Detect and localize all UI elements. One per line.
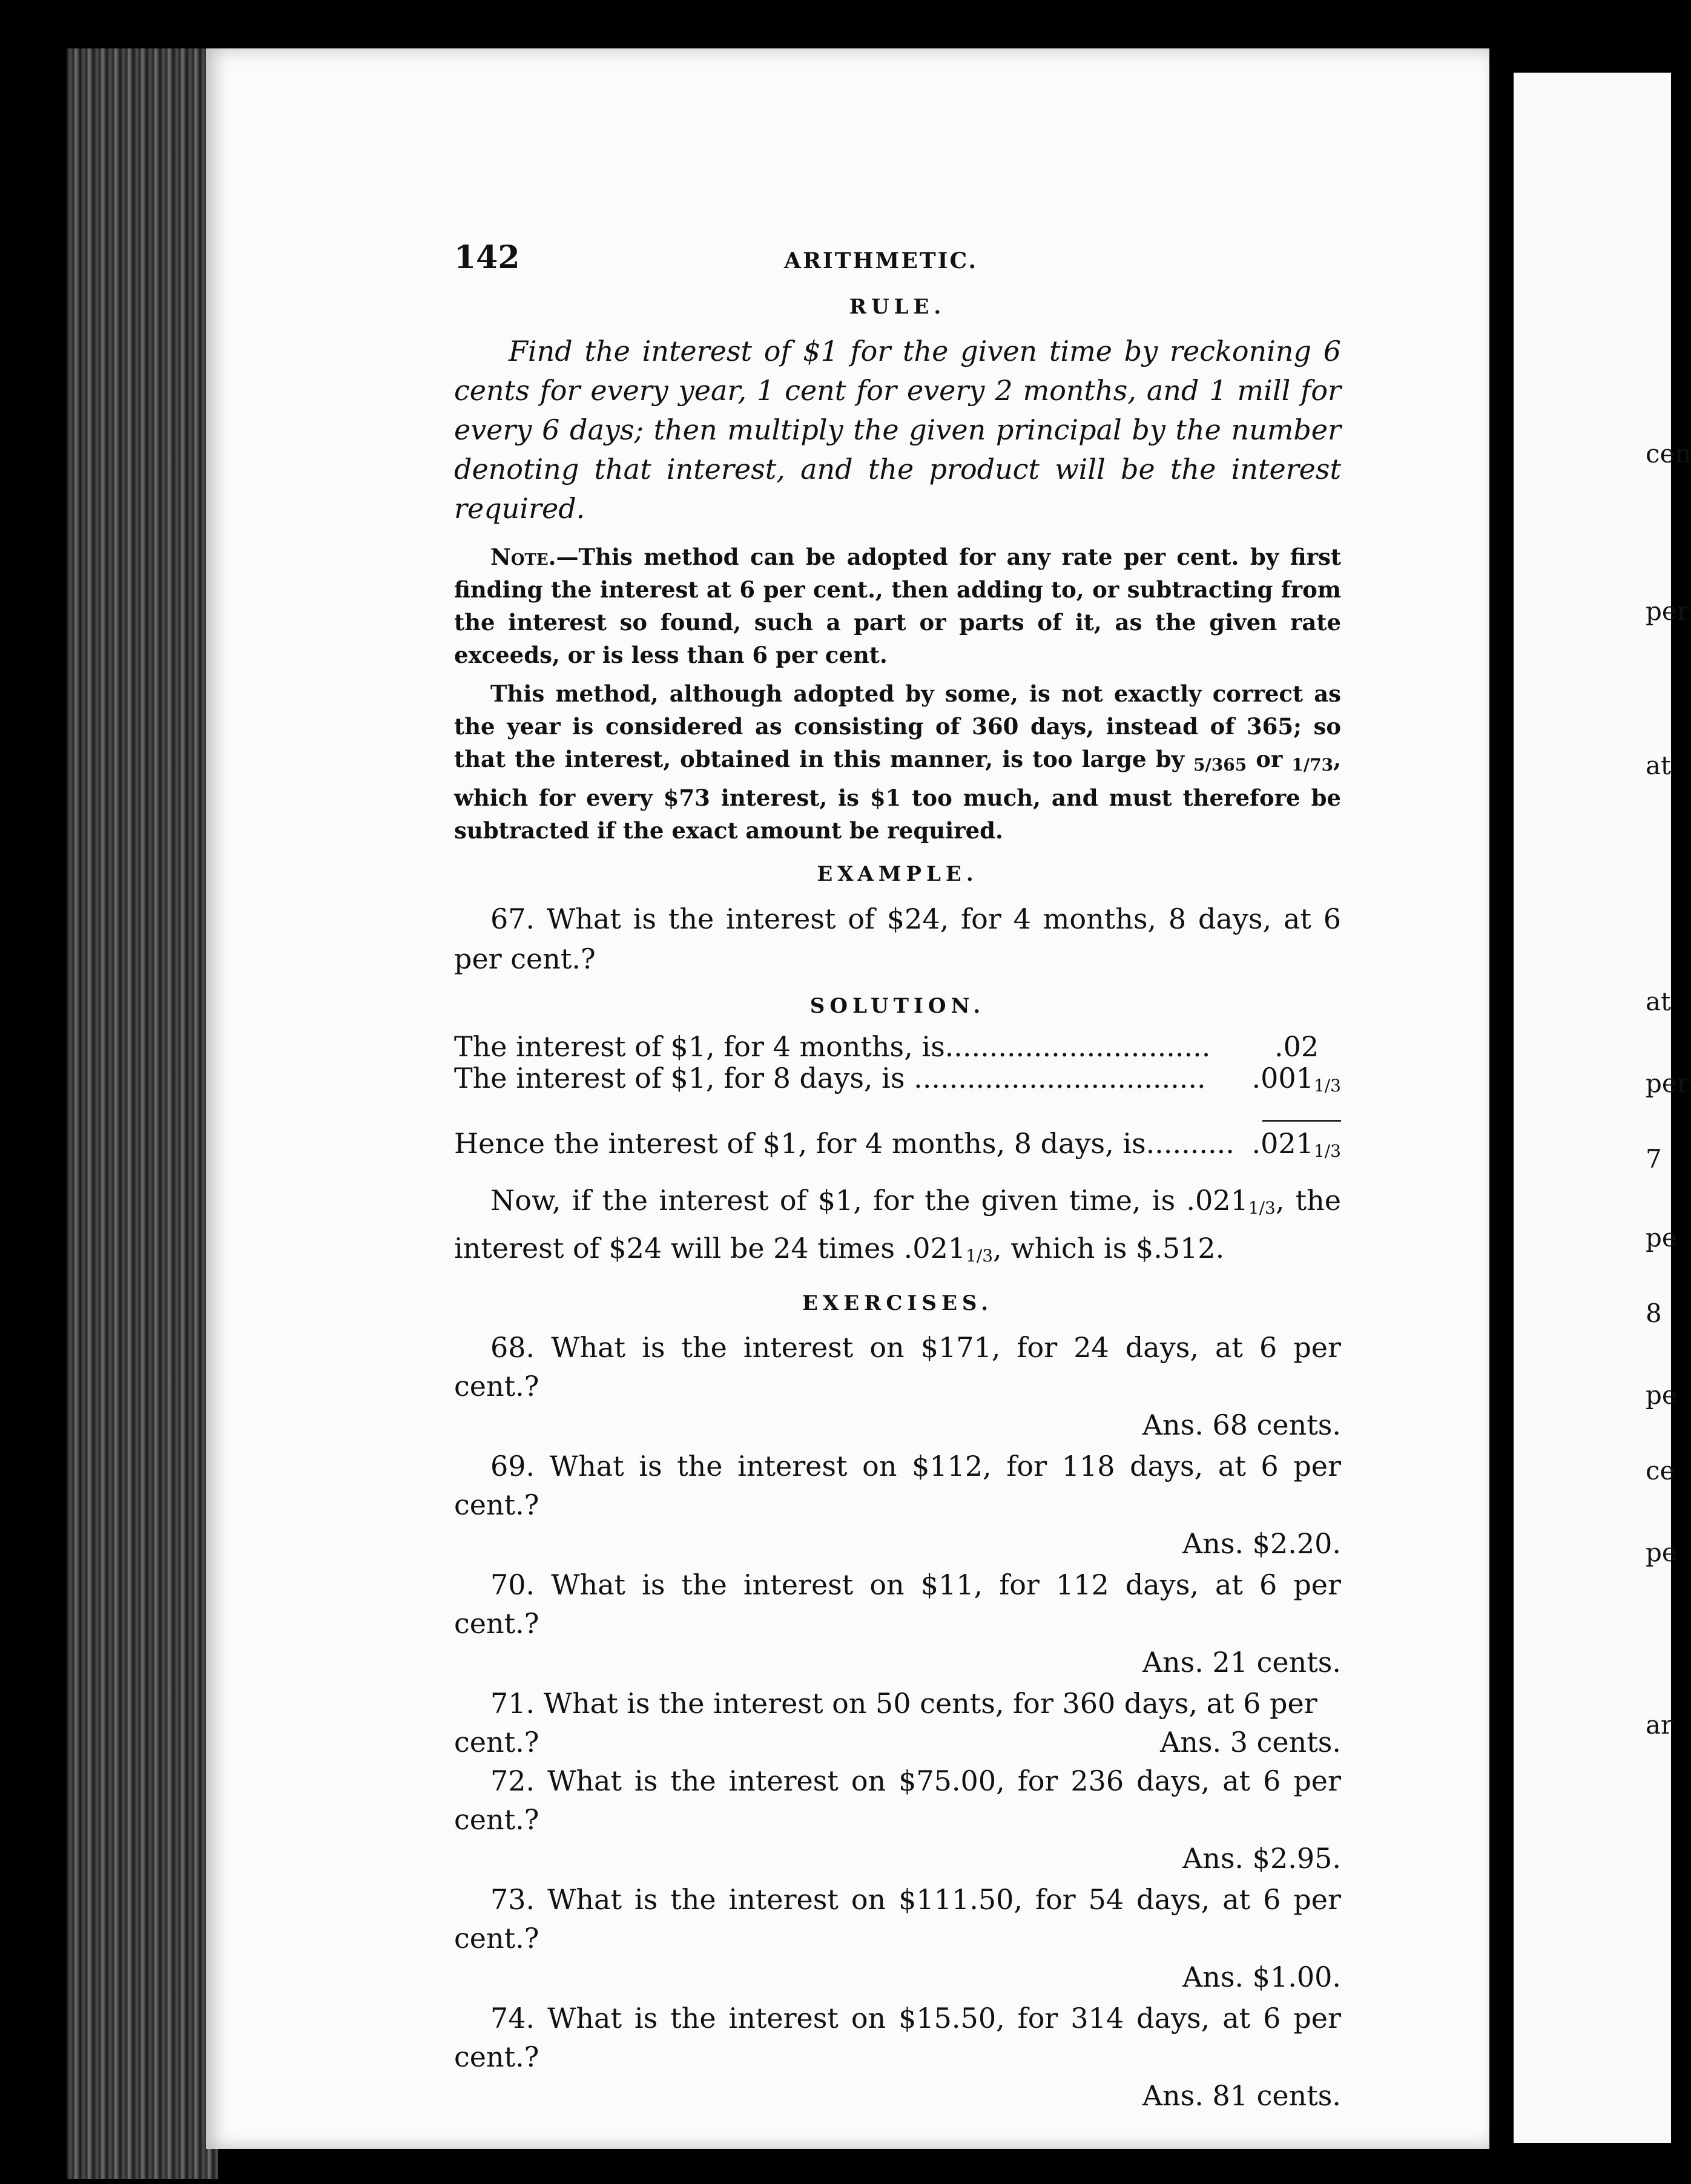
- solution-label: The interest of $1, for 8 days, is .................................: [454, 1062, 1206, 1094]
- exercise-answer: Ans. $2.95.: [1182, 1842, 1341, 1875]
- exercises-heading: EXERCISES.: [802, 1291, 994, 1315]
- sum-rule-divider: [1262, 1120, 1341, 1122]
- facing-fragment: at: [1646, 987, 1671, 1016]
- facing-page: [1514, 73, 1671, 2143]
- fraction: 1/3: [1313, 1076, 1341, 1096]
- solution-value: .02: [1274, 1030, 1319, 1063]
- solution-total: [454, 1128, 1341, 1167]
- facing-fragment: ce: [1646, 1456, 1675, 1485]
- rule-text: Find the interest of $1 for the given time by reckoning 6 cents for every year, 1 cent for every 2 months, and 1 mill for every 6 days; then multiply the given principal by the number denoting that interest, and the product will be the interest required.: [454, 335, 1341, 525]
- facing-fragment: pe: [1646, 1538, 1677, 1567]
- book-spine: [67, 48, 218, 2179]
- facing-fragment: per: [1646, 1068, 1689, 1098]
- fraction: 1/3: [966, 1246, 994, 1266]
- exercise-item: [454, 1880, 1341, 1996]
- exercise-item: [454, 1565, 1341, 1682]
- fraction: 1/3: [1248, 1198, 1276, 1218]
- solution-line: [454, 1031, 1341, 1062]
- page-number: 142: [454, 239, 520, 276]
- note-label: Note.: [490, 544, 556, 570]
- value-number: .021: [1251, 1127, 1314, 1160]
- exercise-question: 71. What is the interest on 50 cents, for 360 days, at 6 per: [490, 1687, 1317, 1720]
- value-number: .001: [1251, 1062, 1314, 1094]
- facing-fragment: cen: [1646, 439, 1691, 469]
- note-text: or: [1247, 746, 1292, 772]
- solution-paragraph: [454, 1180, 1341, 1276]
- facing-fragment: 7: [1646, 1144, 1662, 1174]
- exercise-answer: Ans. $1.00.: [1182, 1961, 1341, 1993]
- solution-label: The interest of $1, for 4 months, is..............................: [454, 1030, 1211, 1063]
- facing-fragment: per: [1646, 596, 1689, 626]
- fraction: 1/73: [1291, 755, 1334, 775]
- note-paragraph-2: [454, 677, 1341, 847]
- facing-fragment: pe: [1646, 1380, 1677, 1410]
- exercise-continuation: [454, 1723, 1341, 1761]
- exercise-question-cont: cent.?: [454, 1726, 539, 1758]
- exercise-question: 70. What is the interest on $11, for 112 days, at 6 per cent.?: [454, 1568, 1341, 1640]
- solution-value: [1252, 1128, 1341, 1167]
- para-text: , the interest of $24 will be 24 times .021: [454, 1184, 1341, 1265]
- note-text: This method, although adopted by some, is not exactly correct as the year is considered as consisting of 360 days, instead of 365; so that the interest, obtained in this manner, is too large by: [454, 680, 1341, 772]
- solution-value: [1252, 1062, 1341, 1102]
- solution-heading: SOLUTION.: [809, 994, 986, 1018]
- running-head: ARITHMETIC.: [784, 248, 978, 274]
- facing-fragment: 8: [1646, 1298, 1662, 1328]
- exercise-answer: Ans. 3 cents.: [1160, 1726, 1341, 1758]
- rule-heading: RULE.: [849, 295, 946, 319]
- facing-fragment: at: [1646, 751, 1671, 780]
- exercise-question: 73. What is the interest on $111.50, for 54 days, at 6 per cent.?: [454, 1883, 1341, 1955]
- para-text: , which is $.512.: [993, 1232, 1225, 1265]
- exercise-answer: Ans. 21 cents.: [1142, 1646, 1341, 1679]
- exercise-question: 72. What is the interest on $75.00, for 236 days, at 6 per cent.?: [454, 1765, 1341, 1836]
- facing-fragment: ar: [1646, 1710, 1673, 1740]
- solution-label: Hence the interest of $1, for 4 months, 8 days, is..........: [454, 1127, 1234, 1160]
- note-text: —This method can be adopted for any rate per cent. by first finding the interest at 6 per cent., then adding to, or subtracting from the interest so found, such a part or parts of it, as the given rate exceeds, or is less than 6 per cent.: [454, 544, 1341, 668]
- note-paragraph: [454, 541, 1341, 671]
- exercise-item: [454, 1328, 1341, 1444]
- exercise-question: 69. What is the interest on $112, for 118 days, at 6 per cent.?: [454, 1450, 1341, 1521]
- example-question: 67. What is the interest of $24, for 4 months, 8 days, at 6 per cent.?: [454, 903, 1341, 975]
- example-heading: EXAMPLE.: [817, 862, 978, 886]
- exercise-item: [454, 1761, 1341, 1878]
- fraction: 5/365: [1193, 755, 1247, 775]
- solution-line: [454, 1062, 1341, 1102]
- facing-fragment: pe: [1646, 1223, 1677, 1252]
- page-content: [454, 239, 1341, 2117]
- exercise-question: 68. What is the interest on $171, for 24 days, at 6 per cent.?: [454, 1331, 1341, 1403]
- para-text: Now, if the interest of $1, for the given time, is .021: [490, 1184, 1248, 1217]
- exercise-question: 74. What is the interest on $15.50, for 314 days, at 6 per cent.?: [454, 2002, 1341, 2073]
- exercise-item: [454, 1447, 1341, 1563]
- exercise-answer: Ans. $2.20.: [1182, 1527, 1341, 1560]
- exercise-item: [454, 1999, 1341, 2115]
- page-header: [454, 239, 1341, 280]
- fraction: 1/3: [1313, 1141, 1341, 1161]
- note-text: , which for every $73 interest, is $1 too much, and must therefore be subtracted if the exact amount be required.: [454, 746, 1341, 844]
- exercise-item: [454, 1684, 1341, 1761]
- exercise-answer: Ans. 68 cents.: [1142, 1409, 1341, 1441]
- exercise-answer: Ans. 81 cents.: [1142, 2079, 1341, 2112]
